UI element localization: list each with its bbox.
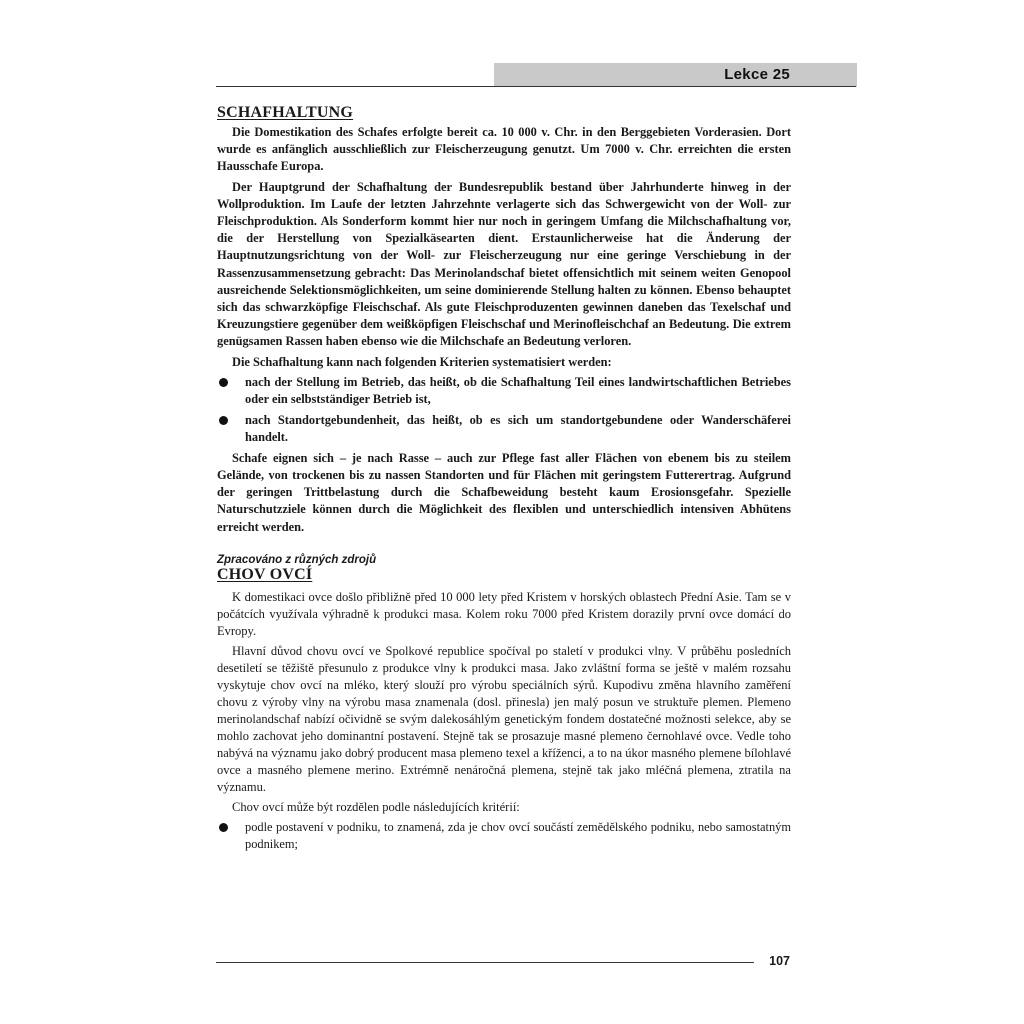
list-item (217, 819, 791, 853)
german-criteria-intro: Die Schafhaltung kann nach folgenden Kriterien systematisiert werden: (232, 354, 612, 369)
german-paragraph: Der Hauptgrund der Schafhaltung der Bundesrepublik bestand über Jahrhunderte hinweg in der Wollproduktion. Im Laufe der letzten Jahrzehnte verlagerte sich das Schwergewicht von der Woll- zur Fleischproduktion. Als Sonderform kommt hier nur noch in geringem Umfang die Milchschafhaltung vor, die der Herstellung von Spezialkäsearten dient. Erstaunlicherweise hat die Änderung der Hauptnutzungsrichtung von der Woll- zur Fleischerzeugung nur eine geringe Verschiebung in der Rassenzusammensetzung gebracht: Das Merinolandschaf bietet offensichtlich mit seinem weiten Genopool ausreichende Selektionsmöglichkeiten, um seine dominierende Stellung halten zu können. Ebenso behauptet sich das schwarzköpfige Fleischschaf. Als gute Fleischproduzenten gewinnen daneben das Texelschaf und Kreuzungstiere gegenüber dem weißköpfigen Fleischschaf und Merinofleischchaf an Bedeutung. Die extrem genügsamen Rassen haben ebenso wie die Milchschafe an Bedeutung verloren. (217, 179, 791, 349)
header-band (494, 63, 857, 87)
list-item (217, 374, 791, 408)
czech-paragraph: Hlavní důvod chovu ovcí ve Spolkové republice spočíval po staletí v produkci vlny. V průběhu posledních desetiletí se těžiště přesunulo z produkce vlny k produkci masa. Jako zvláštní forma se ještě v malém rozsahu vyskytuje chov ovcí na mléko, který slouží pro výrobu speciálních sýrů. Kupodivu změna hlavního zaměření chovu z výroby vlny na výrobu masa znamenala (dosl. přinesla) jen malý posun ve struktuře plemen. Plemeno merinolandschaf nabízí očividně se svým dalekosáhlým genetickým fondem dostatečné možnosti selekce, aby se mohlo zachovat jeho dominantní postavení. Stejně tak se prosazuje masné plemeno černohlavé ovce. Vedle toho nabývá na významu jako dobrý producent masa plemeno texel a kříženci, a to na úkor masného plemene bílohlavé ovce a masného plemene merino. Extrémně nenáročná plemena, stejně tak jako mléčná plemena, ztratila na významu. (217, 643, 791, 794)
czech-paragraph: K domestikaci ovce došlo přibližně před 10 000 lety před Kristem v horských oblastech Přední Asie. Tam se v počátcích využívala výhradně k produkci masa. Kolem roku 7000 před Kristem dorazily první ovce domácí do Evropy. (217, 589, 791, 638)
page-number: 107 (769, 954, 790, 968)
list-item-text: nach der Stellung im Betrieb, das heißt, ob die Schafhaltung Teil eines landwirtschaftlichen Betriebes oder ein selbstständiger Betrieb ist, (245, 374, 791, 406)
czech-title: CHOV OVCÍ (217, 565, 313, 583)
german-paragraph: Die Domestikation des Schafes erfolgte bereit ca. 10 000 v. Chr. in den Berggebieten Vorderasien. Dort wurde es anfänglich ausschließlich zur Fleischerzeugung genutzt. Um 7000 v. Chr. erreichten die ersten Hausschafe Europa. (217, 125, 791, 174)
german-section (217, 104, 791, 536)
list-item-text: podle postavení v podniku, to znamená, zda je chov ovcí součástí zemědělského podniku, nebo samostatným podnikem; (245, 819, 791, 851)
czech-section (217, 566, 791, 853)
german-title: SCHAFHALTUNG (217, 104, 354, 121)
list-item (217, 412, 791, 446)
german-closing-paragraph: Schafe eignen sich – je nach Rasse – auch zur Pflege fast aller Flächen von ebenem bis zu steilem Gelände, von trockenen bis zu nassen Standorten und für Flächen mit geringstem Futterertrag. Aufgrund der geringen Trittbelastung durch die Schafbeweidung besteht kaum Erosionsgefahr. Spezielle Naturschutzziele können durch die Möglichkeit des flexiblen und unterschiedlich intensiven Abhütens erreicht werden. (217, 450, 791, 534)
czech-criteria-intro: Chov ovcí může být rozdělen podle následujících kritérií: (232, 799, 520, 814)
czech-bullet-list (217, 819, 791, 853)
source-note: Zpracováno z různých zdrojů (217, 553, 377, 566)
page-content (217, 104, 791, 857)
german-bullet-list (217, 374, 791, 446)
header-rule (216, 86, 856, 87)
list-item-text: nach Standortgebundenheit, das heißt, ob es sich um standortgebundene oder Wanderschäferei handelt. (245, 412, 791, 444)
bullet-icon (219, 416, 228, 425)
footer-rule (216, 962, 754, 963)
bullet-icon (219, 823, 228, 832)
lesson-label: Lekce 25 (724, 66, 790, 83)
bullet-icon (219, 378, 228, 387)
